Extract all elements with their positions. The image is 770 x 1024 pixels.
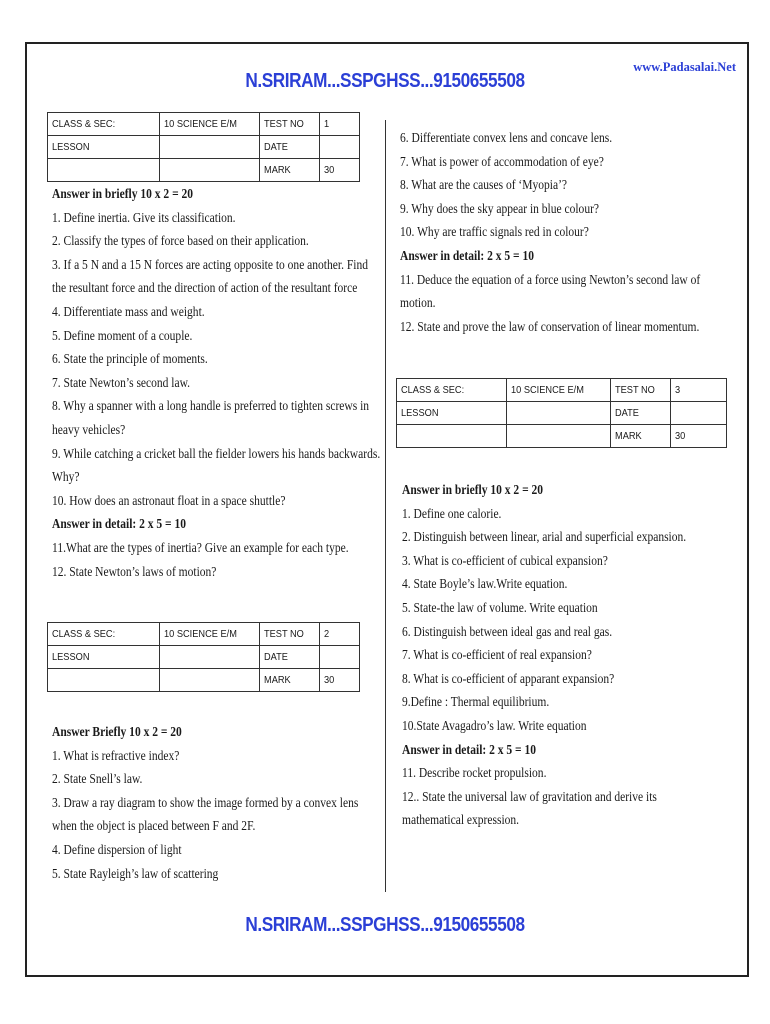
question-8: 8. What are the causes of ‘Myopia’? [400, 177, 568, 193]
question-2: 2. State Snell’s law. [52, 771, 143, 787]
question-10: 10. Why are traffic signals red in colour? [400, 224, 589, 240]
question-1: 1. Define one calorie. [402, 505, 502, 521]
question-7: 7. What is co-efficient of real expansion? [402, 647, 592, 663]
question-9-line-1: 9. While catching a cricket ball the fielder lowers his hands backwards. [52, 445, 381, 461]
empty-cell [160, 669, 260, 692]
mark-value: 30 [675, 430, 686, 442]
detail-heading: Answer in detail: 2 x 5 = 10 [400, 247, 534, 263]
class-value: 10 SCIENCE E/M [511, 384, 584, 396]
mark-label: MARK [264, 674, 291, 686]
question-6: 6. State the principle of moments. [52, 351, 208, 367]
date-value [671, 402, 727, 425]
empty-cell [48, 159, 160, 182]
class-value: 10 SCIENCE E/M [164, 118, 237, 130]
question-1: 1. What is refractive index? [52, 747, 180, 763]
question-3-line-2: the resultant force and the direction of action of the resultant force [52, 280, 358, 296]
mark-label: MARK [264, 164, 291, 176]
test2-info-table [47, 622, 360, 692]
site-link[interactable]: www.Padasalai.Net [633, 60, 736, 74]
question-3-line-1: 3. Draw a ray diagram to show the image formed by a convex lens [52, 794, 359, 810]
empty-cell [397, 425, 507, 448]
question-2: 2. Distinguish between linear, arial and superficial expansion. [402, 529, 687, 545]
question-11: 11. Describe rocket propulsion. [402, 765, 547, 781]
question-9: 9.Define : Thermal equilibrium. [402, 694, 550, 710]
question-11: 11.What are the types of inertia? Give an example for each type. [52, 539, 349, 555]
test-no-value: 3 [675, 384, 681, 396]
test2-questions-left [52, 720, 377, 885]
class-label: CLASS & SEC: [401, 384, 465, 396]
mark-label: MARK [615, 430, 642, 442]
question-3: 3. What is co-efficient of cubical expansion? [402, 552, 608, 568]
test-no-value: 2 [324, 628, 330, 640]
detail-heading: Answer in detail: 2 x 5 = 10 [52, 516, 186, 532]
column-divider [385, 120, 386, 892]
detail-heading: Answer in detail: 2 x 5 = 10 [402, 741, 536, 757]
question-4: 4. Define dispersion of light [52, 841, 182, 857]
brief-heading: Answer in briefly 10 x 2 = 20 [52, 186, 194, 201]
date-label: DATE [615, 407, 639, 419]
test1-questions [52, 182, 381, 583]
lesson-label: LESSON [52, 141, 90, 153]
lesson-value [507, 402, 611, 425]
question-7: 7. State Newton’s second law. [52, 374, 191, 390]
question-10: 10.State Avagadro’s law. Write equation [402, 717, 587, 733]
question-4: 4. Differentiate mass and weight. [52, 303, 205, 319]
class-label: CLASS & SEC: [52, 628, 116, 640]
lesson-value [160, 646, 260, 669]
question-7: 7. What is power of accommodation of eye? [400, 153, 604, 169]
test3-info-table [396, 378, 727, 448]
test-no-label: TEST NO [264, 118, 304, 130]
question-9-line-2: Why? [52, 469, 80, 485]
test-no-label: TEST NO [264, 628, 304, 640]
header-title: N.SRIRAM...SSPGHSS...9150655508 [245, 70, 525, 92]
lesson-value [160, 136, 260, 159]
question-4: 4. State Boyle’s law.Write equation. [402, 576, 568, 592]
brief-heading: Answer Briefly 10 x 2 = 20 [52, 724, 182, 739]
question-3-line-2: when the object is placed between F and 2F. [52, 818, 256, 834]
question-12: 12. State Newton’s laws of motion? [52, 563, 217, 579]
question-5: 5. Define moment of a couple. [52, 327, 193, 343]
class-value: 10 SCIENCE E/M [164, 628, 237, 640]
question-12-line-1: 12.. State the universal law of gravitation and derive its [402, 788, 657, 804]
question-12: 12. State and prove the law of conservation of linear momentum. [400, 318, 700, 334]
question-5: 5. State Rayleigh’s law of scattering [52, 865, 219, 881]
lesson-label: LESSON [401, 407, 439, 419]
question-9: 9. Why does the sky appear in blue colour? [400, 200, 600, 216]
question-2: 2. Classify the types of force based on their application. [52, 233, 309, 249]
question-5: 5. State-the law of volume. Write equation [402, 599, 598, 615]
test1-info-table [47, 112, 360, 182]
question-8-line-1: 8. Why a spanner with a long handle is preferred to tighten screws in [52, 398, 370, 414]
question-11-line-1: 11. Deduce the equation of a force using Newton’s second law of [400, 271, 701, 287]
empty-cell [507, 425, 611, 448]
question-1: 1. Define inertia. Give its classification. [52, 209, 236, 225]
test3-questions [402, 478, 742, 832]
brief-heading: Answer in briefly 10 x 2 = 20 [402, 482, 544, 497]
empty-cell [160, 159, 260, 182]
test-no-label: TEST NO [615, 384, 655, 396]
date-value [320, 646, 360, 669]
question-10: 10. How does an astronaut float in a space shuttle? [52, 492, 286, 508]
question-12-line-2: mathematical expression. [402, 812, 520, 828]
question-3-line-1: 3. If a 5 N and a 15 N forces are acting opposite to one another. Find [52, 256, 368, 272]
footer-title: N.SRIRAM...SSPGHSS...9150655508 [245, 914, 525, 936]
test2-questions-right [400, 126, 740, 338]
date-label: DATE [264, 141, 288, 153]
question-8-line-2: heavy vehicles? [52, 421, 126, 437]
date-label: DATE [264, 651, 288, 663]
question-6: 6. Differentiate convex lens and concave lens. [400, 130, 613, 145]
empty-cell [48, 669, 160, 692]
question-8: 8. What is co-efficient of apparant expansion? [402, 670, 615, 686]
mark-value: 30 [324, 674, 335, 686]
question-11-line-2: motion. [400, 295, 436, 311]
lesson-label: LESSON [52, 651, 90, 663]
date-value [320, 136, 360, 159]
question-6: 6. Distinguish between ideal gas and real gas. [402, 623, 613, 639]
class-label: CLASS & SEC: [52, 118, 116, 130]
test-no-value: 1 [324, 118, 330, 130]
mark-value: 30 [324, 164, 335, 176]
